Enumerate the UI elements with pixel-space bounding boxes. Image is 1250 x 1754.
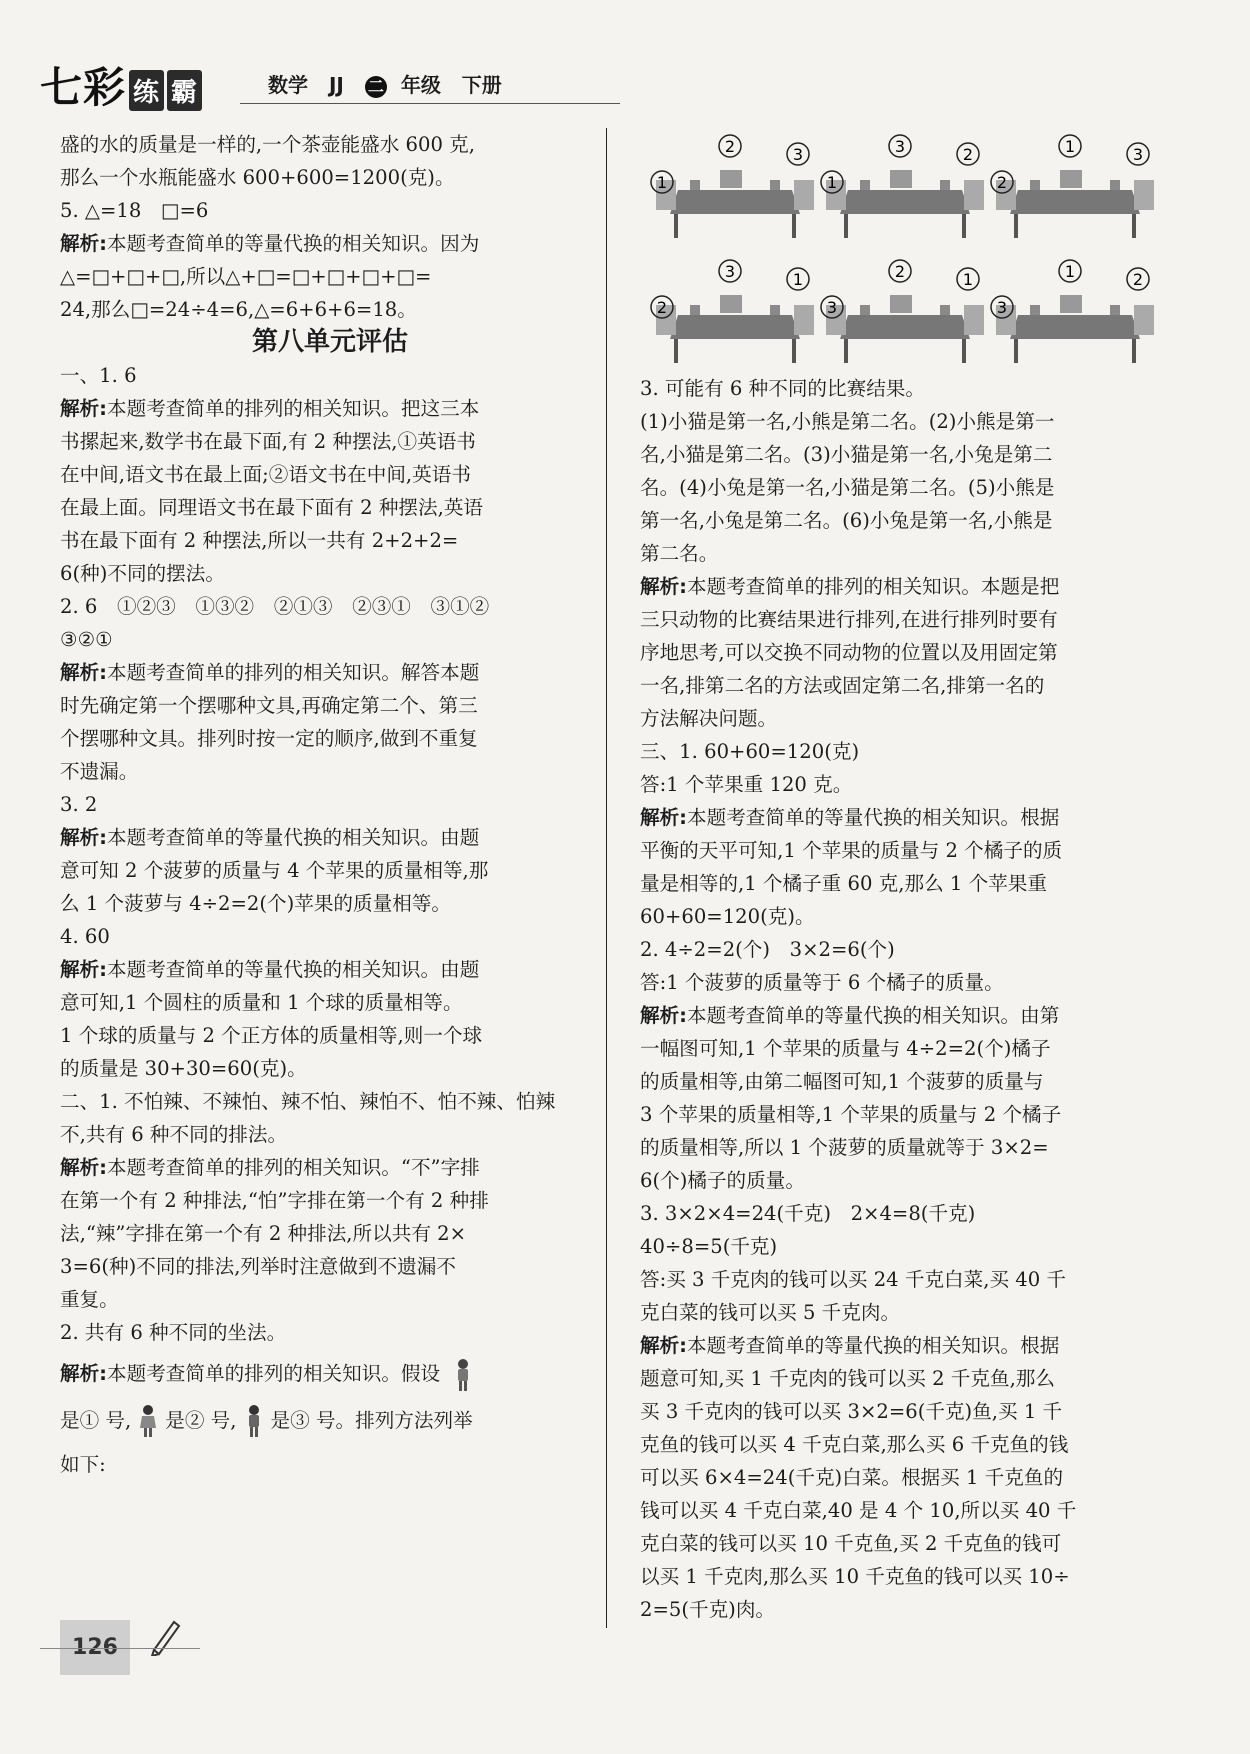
seat-left-label: 1 <box>656 173 668 192</box>
seat-top-label: 3 <box>724 262 736 281</box>
seat-top-label: 1 <box>1064 137 1076 156</box>
boy-figure-icon <box>243 1404 265 1438</box>
text-line: 那么一个水瓶能盛水 600+600=1200(克)。 <box>60 166 455 189</box>
analysis-label: 解析: <box>60 661 108 684</box>
brand-logo: 七彩 练 霸 <box>40 55 202 115</box>
book-meta <box>268 69 516 98</box>
analysis-label: 解析: <box>60 1362 108 1385</box>
seat-right-label: 1 <box>792 270 804 289</box>
section-title: 第八单元评估 <box>251 327 408 357</box>
seat-left-label: 3 <box>996 298 1008 317</box>
child-figure-icon <box>452 1358 474 1392</box>
page-number: 126 <box>60 1620 130 1675</box>
answer-line: 答:买 3 千克肉的钱可以买 24 千克白菜,买 40 千 <box>640 1268 1067 1291</box>
analysis-label: 解析: <box>60 1156 108 1179</box>
analysis-label: 解析: <box>60 232 108 255</box>
grade-label: 年级 <box>400 73 441 97</box>
girl-figure-icon <box>137 1404 159 1438</box>
analysis-label: 解析: <box>60 397 108 420</box>
seat-right-label: 2 <box>962 145 974 164</box>
part1-q3: 3. 2 <box>60 793 98 816</box>
seat-top-label: 3 <box>894 137 906 156</box>
answer-line: 答:1 个菠萝的质量等于 6 个橘子的质量。 <box>640 971 1004 994</box>
subject-label: 数学 <box>268 73 308 97</box>
part3-q3: 3. 3×2×4=24(千克) 2×4=8(千克) <box>640 1202 976 1225</box>
part1-q1: 一、1. 6 <box>60 364 137 387</box>
column-divider <box>606 128 607 1628</box>
seat-left-label: 3 <box>826 298 838 317</box>
header-rule <box>240 103 620 104</box>
seat-top-label: 1 <box>1064 262 1076 281</box>
analysis-label: 解析: <box>60 958 108 981</box>
seat-right-label: 3 <box>1132 145 1144 164</box>
table-illustration <box>820 128 990 243</box>
part2-q1: 二、1. 不怕辣、不辣怕、辣不怕、辣怕不、怕不辣、怕辣 <box>60 1090 556 1113</box>
footer-rule <box>40 1648 200 1649</box>
answer-line: 答:1 个苹果重 120 克。 <box>640 773 853 796</box>
seating-illustrations <box>650 128 1195 373</box>
part3-q1: 三、1. 60+60=120(克) <box>640 740 860 763</box>
analysis-label: 解析: <box>640 575 688 598</box>
pencil-icon <box>148 1616 182 1660</box>
analysis-label: 解析: <box>640 1334 688 1357</box>
volume-label: 下册 <box>461 73 502 97</box>
table-illustration <box>820 253 990 368</box>
edition-label: JJ <box>328 73 344 97</box>
seat-left-label: 2 <box>656 298 668 317</box>
analysis-label: 解析: <box>60 826 108 849</box>
seat-right-label: 2 <box>1132 270 1144 289</box>
question-5: 5. △=18 □=6 <box>60 199 209 222</box>
seat-right-label: 1 <box>962 270 974 289</box>
seat-right-label: 3 <box>792 145 804 164</box>
part1-q4: 4. 60 <box>60 925 110 948</box>
seat-top-label: 2 <box>894 262 906 281</box>
text-line: △=□+□+□,所以△+□=□+□+□+□= <box>60 265 432 288</box>
text-line: 盛的水的质量是一样的,一个茶壶能盛水 600 克, <box>60 133 475 156</box>
table-illustration <box>990 128 1160 243</box>
text-line: 24,那么□=24÷4=6,△=6+6+6=18。 <box>60 298 417 321</box>
seat-left-label: 2 <box>996 173 1008 192</box>
grade-number-badge: 二 <box>365 76 387 98</box>
table-illustration <box>650 128 820 243</box>
page-header <box>40 55 620 115</box>
analysis-label: 解析: <box>640 1004 688 1027</box>
analysis-label: 解析: <box>640 806 688 829</box>
table-illustration <box>650 253 820 368</box>
right-column: 3. 可能有 6 种不同的比赛结果。 (1)小猫是第一名,小熊是第二名。(2)小熊是第一 名,小猫是第二名。(3)小猫是第一名,小兔是第二 名。(4)小兔是第一名,小猫是第二名。(5)小熊是 第一名,小兔是第二名。(6)小兔是第一名,小熊是 第二名。 解析:本题考查简单的排列的相关知识。本题是把 三只动物的比赛结果进行排列,在进行排列时要有 序地思考,可以交换不同动物的位置以及用固定第 一名,排第二名的方法或固定第二名,排第一名的 方法解决问题。 三、1. 60+60=120(克) 答:1 个苹果重 120 克。 解析:本题考查简单的等量代换的相关知识。根据 平衡的天平可知,1 个苹果的质量与 2 个橘子的质 量是相等的,1 个橘子重 60 克,那么 1 个苹果重 60+60=120(克)。 2. 4÷2=2(个) 3×2=6(个) 答:1 个菠萝的质量等于 6 个橘子的质量。 解析:本题考查简单的等量代换的相关知识。由第 一幅图可知,1 个苹果的质量与 4÷2=2(个)橘子 的质量相等,由第二幅图可知,1 个菠萝的质量与 3 个苹果的质量相等,1 个苹果的质量与 2 个橘子 的质量相等,所以 1 个菠萝的质量就等于 3×2= 6(个)橘子的质量。 3. 3×2×4=24(千克) 2×4=8(千克) 40÷8=5(千克) 答:买 3 千克肉的钱可以买 24 千克白菜,买 40 千 克白菜的钱可以买 5 千克肉。 解析:本题考查简单的等量代换的相关知识。根据 题意可知,买 1 千克肉的钱可以买 2 千克鱼,那么 买 3 千克肉的钱可以买 3×2=6(千克)鱼,买 1 千 克鱼的钱可以买 4 千克白菜,那么买 6 千克鱼的钱 可以买 6×4=24(千克)白菜。根据买 1 千克鱼的 钱可以买 4 千克白菜,40 是 4 个 10,所以买 40 千 克白菜的钱可以买 10 千克鱼,买 2 千克鱼的钱可 以买 1 千克肉,那么买 10 千克鱼的钱可以买 10÷ 2=5(千克)肉。 <box>640 372 1180 1626</box>
seat-top-label: 2 <box>724 137 736 156</box>
part2-q2: 2. 共有 6 种不同的坐法。 <box>60 1321 287 1344</box>
part1-q2: 2. 6 ①②③ ①③② ②①③ ②③① ③①② <box>60 595 490 618</box>
seat-left-label: 1 <box>826 173 838 192</box>
question-3: 3. 可能有 6 种不同的比赛结果。 <box>640 377 925 400</box>
part3-q2: 2. 4÷2=2(个) 3×2=6(个) <box>640 938 895 961</box>
left-column: 盛的水的质量是一样的,一个茶壶能盛水 600 克, 那么一个水瓶能盛水 600+600=1200(克)。 5. △=18 □=6 解析:本题考查简单的等量代换的相关知识。因为 △=□+□+□,所以△+□=□+□+□+□= 24,那么□=24÷4=6,△=6+6+6=18。 第八单元评估 一、1. 6 解析:本题考查简单的排列的相关知识。把这三本 书摞起来,数学书在最下面,有 2 种摆法,①英语书 在中间,语文书在最上面;②语文书在中间,英语书 在最上面。同理语文书在最下面有 2 种摆法,英语 书在最下面有 2 种摆法,所以一共有 2+2+2= 6(种)不同的摆法。 2. 6 ①②③ ①③② ②①③ ②③① ③①② ③②① 解析:本题考查简单的排列的相关知识。解答本题 时先确定第一个摆哪种文具,再确定第二个、第三 个摆哪种文具。排列时按一定的顺序,做到不重复 不遗漏。 3. 2 解析:本题考查简单的等量代换的相关知识。由题 意可知 2 个菠萝的质量与 4 个苹果的质量相等,那 么 1 个菠萝与 4÷2=2(个)苹果的质量相等。 4. 60 解析:本题考查简单的等量代换的相关知识。由题 意可知,1 个圆柱的质量和 1 个球的质量相等。 1 个球的质量与 2 个正方体的质量相等,则一个球 的质量是 30+30=60(克)。 二、1. 不怕辣、不辣怕、辣不怕、辣怕不、怕不辣、怕辣 不,共有 6 种不同的排法。 解析:本题考查简单的排列的相关知识。“不”字排 在第一个有 2 种排法,“怕”字排在第一个有 2 种排 法,“辣”字排在第一个有 2 种排法,所以共有 2× 3=6(种)不同的排法,列举时注意做到不遗漏不 重复。 2. 共有 6 种不同的坐法。 解析:本题考查简单的排列的相关知识。假设 是① 号, 是② 号, 是③ 号。排列方法列举 如下: <box>60 128 600 1481</box>
table-illustration <box>990 253 1160 368</box>
